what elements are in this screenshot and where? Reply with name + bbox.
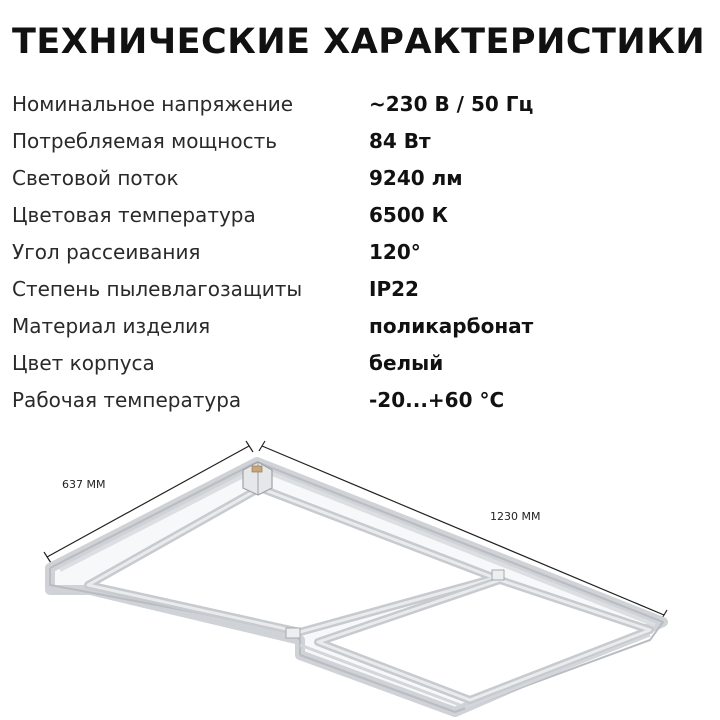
spec-value: IP22 (369, 276, 419, 301)
fixture-frame (50, 462, 663, 712)
spec-value: 9240 лм (369, 166, 463, 191)
spec-row (12, 123, 712, 160)
spec-label: Потребляемая мощность (12, 129, 278, 154)
length-dimension-label: 1230 ММ (490, 510, 541, 523)
spec-label: Цвет корпуса (12, 350, 155, 375)
spec-label: Номинальное напряжение (12, 92, 294, 117)
spec-value: поликарбонат (369, 313, 534, 338)
fixture-drawing (0, 430, 720, 720)
spec-label: Световой поток (12, 166, 179, 191)
spec-label: Материал изделия (12, 313, 211, 338)
spec-value: 6500 К (369, 203, 448, 228)
spec-label: Рабочая температура (12, 387, 242, 412)
spec-row (12, 197, 712, 234)
width-dimension-label: 637 ММ (62, 478, 106, 491)
spec-label: Угол рассеивания (12, 240, 201, 264)
spec-row (12, 307, 712, 344)
spec-value: ~230 В / 50 Гц (369, 92, 534, 117)
spec-row (12, 381, 712, 418)
spec-row (12, 86, 712, 123)
spec-row (12, 160, 712, 197)
page-title: ТЕХНИЧЕСКИЕ ХАРАКТЕРИСТИКИ (12, 22, 706, 62)
spec-value: 84 Вт (369, 129, 431, 154)
spec-value: белый (369, 350, 444, 375)
spec-table (12, 86, 712, 418)
spec-row (12, 234, 712, 271)
spec-value: -20...+60 °C (369, 387, 505, 412)
spec-label: Степень пылевлагозащиты (12, 276, 303, 301)
spec-value: 120° (369, 240, 421, 264)
spec-label: Цветовая температура (12, 203, 256, 228)
spec-row (12, 344, 712, 381)
spec-row (12, 270, 712, 307)
